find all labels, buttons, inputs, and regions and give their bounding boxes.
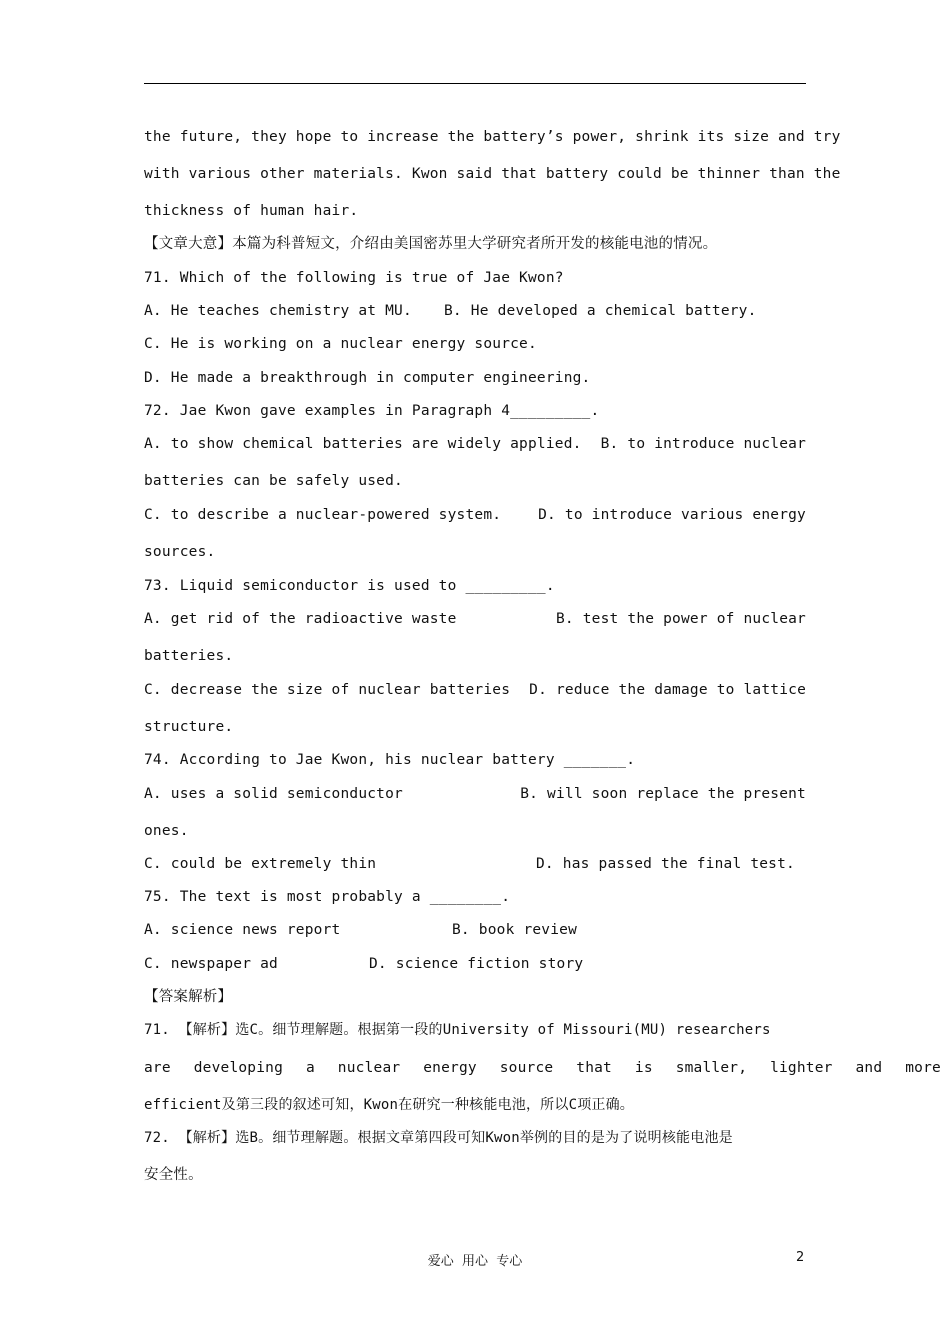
option-c: C. newspaper ad: [144, 956, 278, 972]
option-d-continued: sources.: [144, 544, 216, 560]
option-d: D. science fiction story: [369, 956, 584, 972]
option-d: D. to introduce various energy: [538, 507, 806, 523]
option-a: A. uses a solid semiconductor: [144, 786, 403, 802]
answer-71-line: are developing a nuclear energy source that is smaller, lighter and more: [144, 1060, 941, 1076]
option-a: A. to show chemical batteries are widely applied.: [144, 436, 582, 452]
option-b-continued: batteries can be safely used.: [144, 473, 403, 489]
option-c: C. could be extremely thin: [144, 856, 377, 872]
option-b: B. He developed a chemical battery.: [444, 303, 757, 319]
question-71-stem: 71. Which of the following is true of Jae Kwon?: [144, 270, 564, 286]
option-b: B. to introduce nuclear: [600, 436, 806, 452]
question-75-options-ab: [144, 920, 806, 940]
option-c: C. to describe a nuclear-powered system.: [144, 507, 502, 523]
answers-heading: 【答案解析】: [144, 989, 233, 1005]
passage-line: with various other materials. Kwon said that battery could be thinner than the: [144, 166, 841, 182]
footer-motto: 爱心 用心 专心: [427, 1254, 523, 1269]
page-number: 2: [796, 1250, 805, 1265]
passage-line: the future, they hope to increase the battery’s power, shrink its size and try: [144, 129, 841, 145]
question-73-options-cd: [144, 680, 806, 700]
question-72-stem: 72. Jae Kwon gave examples in Paragraph 4_________.: [144, 403, 600, 419]
question-72-options-cd: [144, 505, 806, 525]
option-b-continued: batteries.: [144, 648, 234, 664]
question-74-stem: 74. According to Jae Kwon, his nuclear battery _______.: [144, 752, 636, 768]
option-d: D. has passed the final test.: [536, 856, 795, 872]
article-summary: 【文章大意】本篇为科普短文，介绍由美国密苏里大学研究者所开发的核能电池的情况。: [144, 236, 718, 252]
option-a: A. He teaches chemistry at MU.: [144, 303, 412, 319]
question-72-options-ab: [144, 434, 806, 454]
option-a: A. science news report: [144, 922, 341, 938]
answer-71-line: efficient及第三段的叙述可知，Kwon在研究一种核能电池，所以C项正确。: [144, 1097, 635, 1113]
question-75-stem: 75. The text is most probably a ________.: [144, 889, 511, 905]
question-74-options-cd: [144, 854, 806, 874]
option-b: B. will soon replace the present: [520, 786, 806, 802]
answer-71-line: 71. 【解析】选C。细节理解题。根据第一段的University of Missouri(MU) researchers: [144, 1022, 771, 1038]
option-d: D. He made a breakthrough in computer engineering.: [144, 370, 591, 386]
passage-line: thickness of human hair.: [144, 203, 359, 219]
answer-72-line: 安全性。: [144, 1167, 203, 1183]
question-75-options-cd: [144, 954, 806, 974]
question-73-options-ab: [144, 609, 806, 629]
question-71-options-ab: [144, 301, 806, 321]
question-73-stem: 73. Liquid semiconductor is used to _________.: [144, 578, 555, 594]
answer-72-line: 72. 【解析】选B。细节理解题。根据文章第四段可知Kwon举例的目的是为了说明核能电池是: [144, 1130, 733, 1146]
option-b: B. test the power of nuclear: [555, 611, 806, 627]
option-c: C. He is working on a nuclear energy source.: [144, 336, 537, 352]
option-d-continued: structure.: [144, 719, 234, 735]
header-rule: [144, 83, 806, 84]
option-a: A. get rid of the radioactive waste: [144, 611, 457, 627]
option-c: C. decrease the size of nuclear batteries: [144, 682, 511, 698]
question-74-options-ab: [144, 784, 806, 804]
option-b-continued: ones.: [144, 823, 189, 839]
option-b: B. book review: [452, 922, 578, 938]
option-d: D. reduce the damage to lattice: [529, 682, 806, 698]
